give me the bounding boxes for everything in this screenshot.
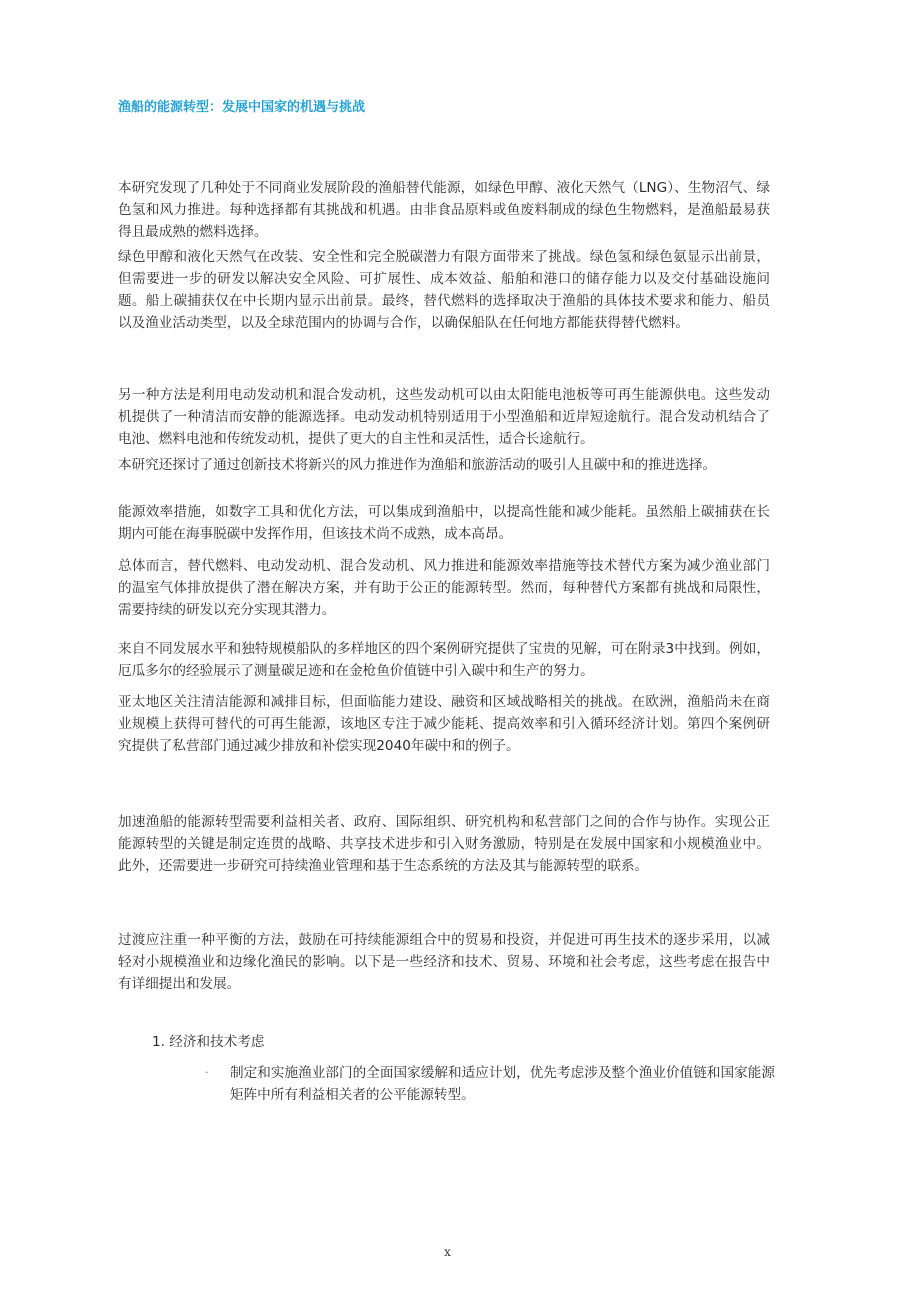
- paragraph-balanced-approach: 过渡应注重一种平衡的方法，鼓励在可持续能源组合中的贸易和投资，并促进可再生技术的逐步采用，以减轻对小规模渔业和边缘化渔民的影响。以下是一些经济和技术、贸易、环境和社会考虑，这些考虑在报告中有详细提出和发展。: [118, 932, 770, 992]
- paragraph-overall: 总体而言，替代燃料、电动发动机、混合发动机、风力推进和能源效率措施等技术替代方案为减少渔业部门的温室气体排放提供了潜在解决方案，并有助于公正的能源转型。然而，每种替代方案都有挑战和局限性，需要持续的研发以充分实现其潜力。: [118, 558, 770, 618]
- paragraph-alternative-fuels: 本研究发现了几种处于不同商业发展阶段的渔船替代能源，如绿色甲醇、液化天然气（LNG）、生物沼气、绿色氢和风力推进。每种选择都有其挑战和机遇。由非食品原料或鱼废料制成的绿色生物燃料，是渔船最易获得且最成熟的燃料选择。: [118, 180, 770, 240]
- page-title: 渔船的能源转型：发展中国家的机遇与挑战: [118, 100, 366, 115]
- paragraph-wind-propulsion: 本研究还探讨了通过创新技术将新兴的风力推进作为渔船和旅游活动的吸引人且碳中和的推进选择。: [118, 457, 717, 473]
- list-item-text: 制定和实施渔业部门的全面国家缓解和适应计划，优先考虑涉及整个渔业价值链和国家能源矩阵中所有利益相关者的公平能源转型。: [230, 1065, 775, 1103]
- paragraph-energy-efficiency: 能源效率措施，如数字工具和优化方法，可以集成到渔船中，以提高性能和减少能耗。虽然船上碳捕获在长期内可能在海事脱碳中发挥作用，但该技术尚不成熟，成本高昂。: [118, 504, 770, 542]
- paragraph-accelerating-transition: 加速渔船的能源转型需要利益相关者、政府、国际组织、研究机构和私营部门之间的合作与协作。实现公正能源转型的关键是制定连贯的战略、共享技术进步和引入财务激励，特别是在发展中国家和小规模渔业中。此外，还需要进一步研究可持续渔业管理和基于生态系统的方法及其与能源转型的联系。: [118, 814, 770, 874]
- paragraph-case-studies: 来自不同发展水平和独特规模船队的多样地区的四个案例研究提供了宝贵的见解，可在附录3中找到。例如，厄瓜多尔的经验展示了测量碳足迹和在金枪鱼价值链中引入碳中和生产的努力。: [118, 641, 770, 679]
- list-heading: 1. 经济和技术考虑: [152, 1034, 265, 1050]
- paragraph-electric-hybrid: 另一种方法是利用电动发动机和混合发动机，这些发动机可以由太阳能电池板等可再生能源供电。这些发动机提供了一种清洁而安静的能源选择。电动发动机特别适用于小型渔船和近岸短途航行。混合发动机结合了电池、燃料电池和传统发动机，提供了更大的自主性和灵活性，适合长途航行。: [118, 387, 770, 447]
- page-number: x: [444, 1245, 451, 1259]
- paragraph-methanol-lng: 绿色甲醇和液化天然气在改装、安全性和完全脱碳潜力有限方面带来了挑战。绿色氢和绿色氨显示出前景，但需要进一步的研发以解决安全风险、可扩展性、成本效益、船舶和港口的储存能力以及交付基础设施问题。船上碳捕获仅在中长期内显示出前景。最终，替代燃料的选择取决于渔船的具体技术要求和能力、船员以及渔业活动类型，以及全球范围内的协调与合作，以确保船队在任何地方都能获得替代燃料。: [118, 249, 770, 331]
- bullet-icon: ·: [205, 1066, 209, 1079]
- paragraph-asia-pacific: 亚太地区关注清洁能源和减排目标，但面临能力建设、融资和区域战略相关的挑战。在欧洲，渔船尚未在商业规模上获得可替代的可再生能源，该地区专注于减少能耗、提高效率和引入循环经济计划。第四个案例研究提供了私营部门通过减少排放和补偿实现2040年碳中和的例子。: [118, 694, 770, 754]
